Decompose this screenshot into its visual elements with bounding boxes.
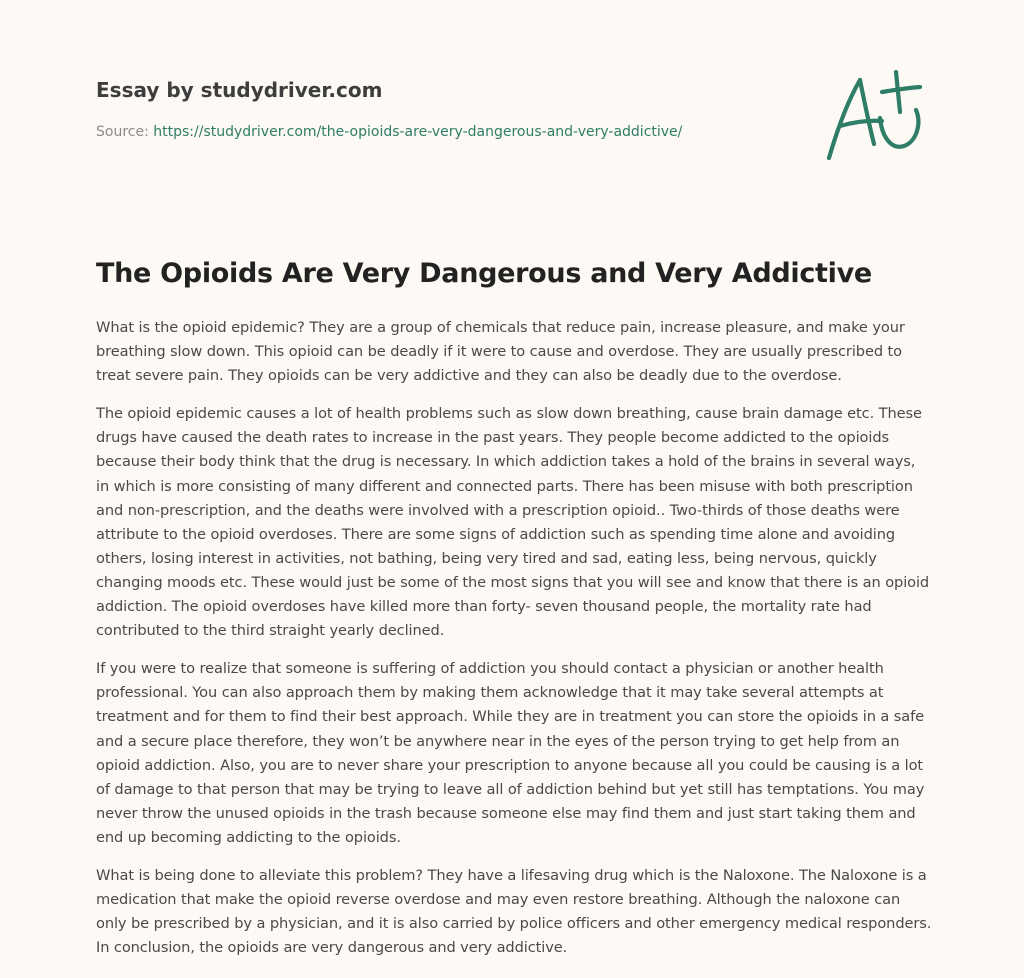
essay-title: The Opioids Are Very Dangerous and Very Addictive bbox=[96, 258, 872, 289]
source-line bbox=[96, 122, 796, 142]
essay-header bbox=[96, 76, 796, 142]
essay-paragraph: What is being done to alleviate this problem? They have a lifesaving drug which is the Naloxone. The Naloxone is a medication that make the opioid reverse overdose and may even restore breathing. Although the naloxone can only be prescribed by a physician, and it is also carried by police officers and other emergency medical responders. In conclusion, the opioids are very dangerous and very addictive. bbox=[96, 866, 932, 957]
essay-body bbox=[96, 316, 932, 974]
essay-paragraph: The opioid epidemic causes a lot of health problems such as slow down breathing, cause brain damage etc. These drugs have caused the death rates to increase in the past years. They people become addicted to the opioids because their body think that the drug is necessary. In which addiction takes a hold of the brains in several ways, in which is more consisting of many different and connected parts. There has been misuse with both prescription and non-prescription, and the deaths were involved with a prescription opioid.. Two-thirds of those deaths were attribute to the opioid overdoses. There are some signs of addiction such as spending time alone and avoiding others, losing interest in activities, not bathing, being very tired and sad, eating less, being nervous, quickly changing moods etc. These would just be some of the most signs that you will see and know that there is an opioid addiction. The opioid overdoses have killed more than forty- seven thousand people, the mortality rate had contributed to the third straight yearly declined. bbox=[96, 405, 930, 640]
source-label: Source: bbox=[96, 124, 149, 140]
a-plus-grade-icon bbox=[824, 68, 928, 164]
essay-paragraph: What is the opioid epidemic? They are a group of chemicals that reduce pain, increase pleasure, and make your breathing slow down. This opioid can be deadly if it were to cause and overdose. They are usually prescribed to treat severe pain. They opioids can be very addictive and they can also be deadly due to the overdose. bbox=[96, 319, 905, 385]
brand-title: Essay by studydriver.com bbox=[96, 78, 383, 102]
essay-paragraph: If you were to realize that someone is suffering of addiction you should contact a physician or another health professional. You can also approach them by making them acknowledge that it may take several attempts at treatment and for them to find their best approach. While they are in treatment you can store the opioids in a safe and a secure place therefore, they won’t be anywhere near in the eyes of the person trying to get help from an opioid addiction. Also, you are to never share your prescription to anyone because all you could be causing is a lot of damage to that person that may be trying to leave all of addiction behind but yet still has temptations. You may never throw the unused opioids in the trash because someone else may find them and just start taking them and end up becoming addicting to the opioids. bbox=[96, 660, 925, 846]
source-link[interactable]: https://studydriver.com/the-opioids-are-very-dangerous-and-very-addictive/ bbox=[153, 124, 683, 140]
